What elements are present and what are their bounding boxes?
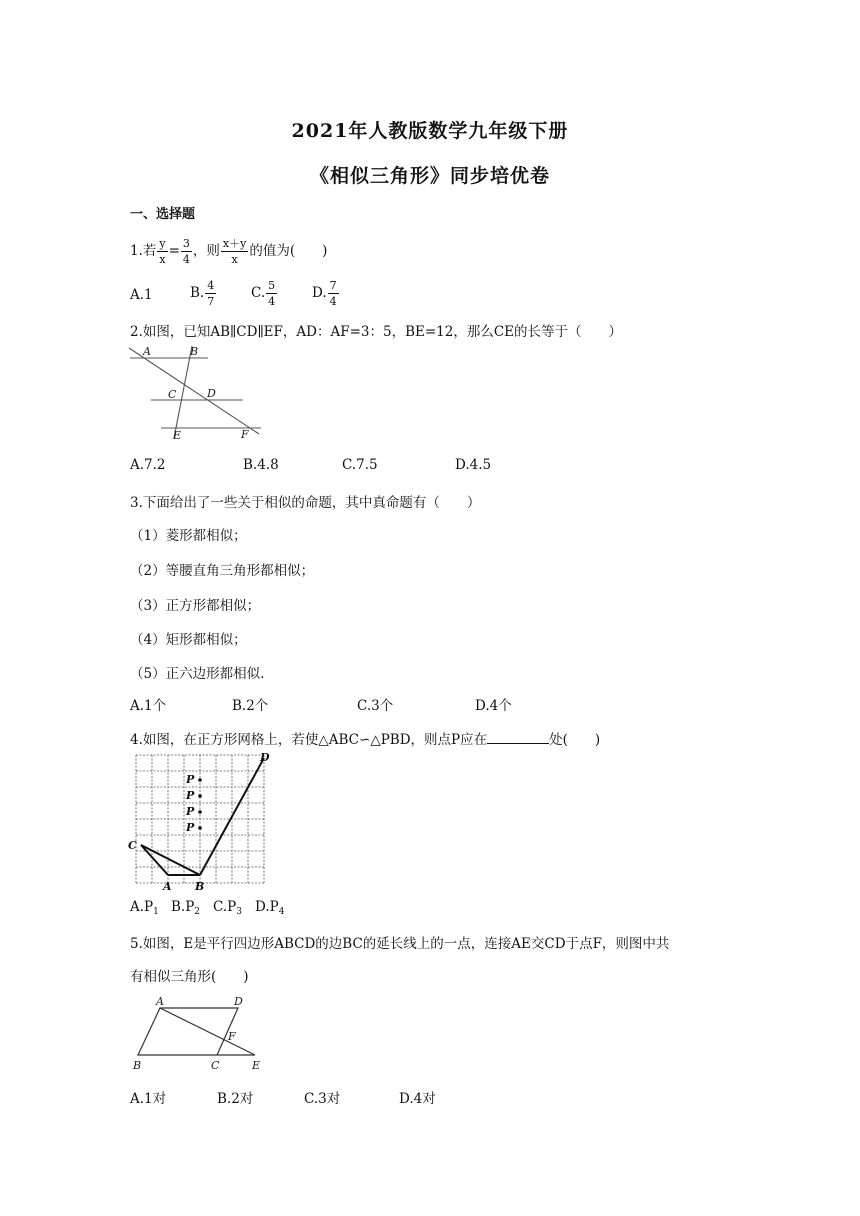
q1-suffix: 的值为( ) (249, 243, 328, 259)
q4-text-after: 处( ) (549, 732, 601, 748)
q3-option-a[interactable]: A.1个 (130, 698, 167, 714)
q1-option-c-den: 4 (268, 295, 276, 308)
q5-option-b[interactable]: B.2对 (217, 1091, 254, 1107)
q3-item-2: （2）等腰直角三角形都相似； (130, 563, 315, 579)
q3-option-b[interactable]: B.2个 (232, 698, 269, 714)
q1-option-d-num: 7 (329, 279, 337, 292)
page-subtitle: 《相似三角形》同步培优卷 (309, 165, 550, 187)
q4-option-b[interactable] (171, 899, 200, 917)
label-f: F (241, 428, 249, 441)
point-p4 (198, 826, 202, 830)
question-2: 2.如图，已知AB∥CD∥EF，AD：AF=3：5，BE=12，那么CE的长等于（ ） (130, 324, 623, 340)
q2-option-c[interactable]: C.7.5 (342, 457, 378, 473)
q1-frac2-num: 3 (182, 237, 190, 250)
point-p3 (198, 810, 202, 814)
q2-option-d[interactable]: D.4.5 (455, 457, 492, 473)
q3-item-5: （5）正六边形都相似. (130, 666, 265, 682)
q5-option-a[interactable]: A.1对 (130, 1091, 167, 1107)
q4-option-a-label: A.P (130, 899, 154, 915)
q4-option-a[interactable] (130, 899, 159, 917)
q4-option-c-sub: 3 (236, 907, 242, 917)
q3-item-3: （3）正方形都相似； (130, 598, 261, 614)
q3-option-c[interactable]: C.3个 (357, 698, 394, 714)
section-heading: 一、选择题 (130, 207, 196, 222)
q1-frac2-den: 4 (182, 253, 190, 266)
segment-ae (160, 1008, 255, 1055)
q1-option-c[interactable] (251, 278, 278, 309)
q2-option-a[interactable]: A.7.2 (130, 457, 166, 473)
label-b: B (133, 1059, 142, 1072)
q1-frac3-num: x＋y (222, 237, 247, 250)
q1-fraction-y-over-x (157, 236, 167, 267)
label-d: D (234, 995, 243, 1008)
q4-option-d-label: D.P (255, 899, 279, 915)
point-p2 (198, 794, 202, 798)
transversal-ad (129, 348, 259, 434)
label-p4: P (186, 821, 195, 834)
q1-prefix: 1.若 (130, 243, 157, 259)
label-c: C (211, 1059, 220, 1072)
q5-option-d[interactable]: D.4对 (399, 1091, 436, 1107)
label-d: D (260, 753, 270, 764)
label-e: E (173, 429, 182, 442)
q1-option-b[interactable] (190, 278, 217, 309)
label-f: F (228, 1030, 236, 1043)
label-c: C (128, 839, 137, 852)
question-4 (130, 728, 600, 748)
q4-option-d[interactable] (255, 899, 284, 917)
q3-item-1: （1）菱形都相似； (130, 528, 247, 544)
question-3: 3.下面给出了一些关于相似的命题，其中真命题有（ ） (130, 495, 481, 511)
point-p1 (198, 778, 202, 782)
q1-frac1-den: x (159, 253, 166, 266)
q4-figure-grid (126, 753, 276, 895)
q2-figure-parallel-lines (125, 342, 270, 442)
q4-option-b-sub: 2 (194, 907, 201, 917)
q4-option-d-sub: 4 (278, 907, 285, 917)
q1-frac3-den: x (231, 253, 238, 266)
q4-option-c[interactable] (213, 899, 242, 917)
q1-fraction-3-over-4 (181, 236, 192, 267)
q1-option-b-den: 7 (207, 295, 215, 308)
page-title: 2021年人教版数学九年级下册 (291, 120, 569, 142)
q1-option-a[interactable]: A.1 (130, 287, 153, 303)
q3-item-4: （4）矩形都相似； (130, 632, 247, 648)
q1-option-c-num: 5 (268, 279, 276, 292)
segment-ca (141, 845, 168, 875)
question-5-line-1: 5.如图，E是平行四边形ABCD的边BC的延长线上的一点，连接AE交CD于点F，则图中共 (130, 936, 670, 952)
q1-frac1-num: y (159, 237, 166, 250)
q5-option-c[interactable]: C.3对 (304, 1091, 341, 1107)
q4-option-b-label: B.P (171, 899, 195, 915)
label-d: D (207, 387, 216, 400)
label-p1: P (186, 773, 195, 786)
q1-option-d-label: D. (312, 285, 327, 301)
label-b: B (195, 880, 205, 893)
label-a: A (143, 345, 151, 358)
q1-fraction-xy-over-x (221, 236, 248, 267)
parallelogram-abcd (138, 1008, 238, 1055)
label-a: A (163, 880, 172, 893)
q2-option-b[interactable]: B.4.8 (243, 457, 279, 473)
label-p3: P (186, 805, 195, 818)
q4-option-c-label: C.P (213, 899, 237, 915)
q1-option-d[interactable] (312, 278, 340, 309)
transversal-be (174, 346, 192, 438)
q1-option-b-label: B. (190, 285, 205, 301)
q1-option-c-label: C. (251, 285, 266, 301)
segment-cb (141, 845, 200, 875)
question-5-line-2: 有相似三角形( ) (130, 969, 249, 985)
q1-equals: = (168, 243, 180, 259)
q4-text-before: 4.如图，在正方形网格上，若使△ABC∽△PBD，则点P应在 (130, 732, 488, 748)
label-a: A (156, 995, 164, 1008)
label-c: C (168, 388, 177, 401)
q4-answer-blank[interactable] (487, 731, 549, 744)
q5-figure-parallelogram (128, 993, 273, 1073)
question-1 (130, 236, 327, 267)
q3-option-d[interactable]: D.4个 (475, 698, 512, 714)
label-e: E (252, 1059, 261, 1072)
q1-option-d-den: 4 (329, 295, 337, 308)
label-b: B (190, 345, 199, 358)
q1-option-b-num: 4 (207, 279, 215, 292)
label-p2: P (186, 789, 195, 802)
q4-option-a-sub: 1 (153, 907, 159, 917)
q1-mid: ，则 (192, 243, 220, 259)
